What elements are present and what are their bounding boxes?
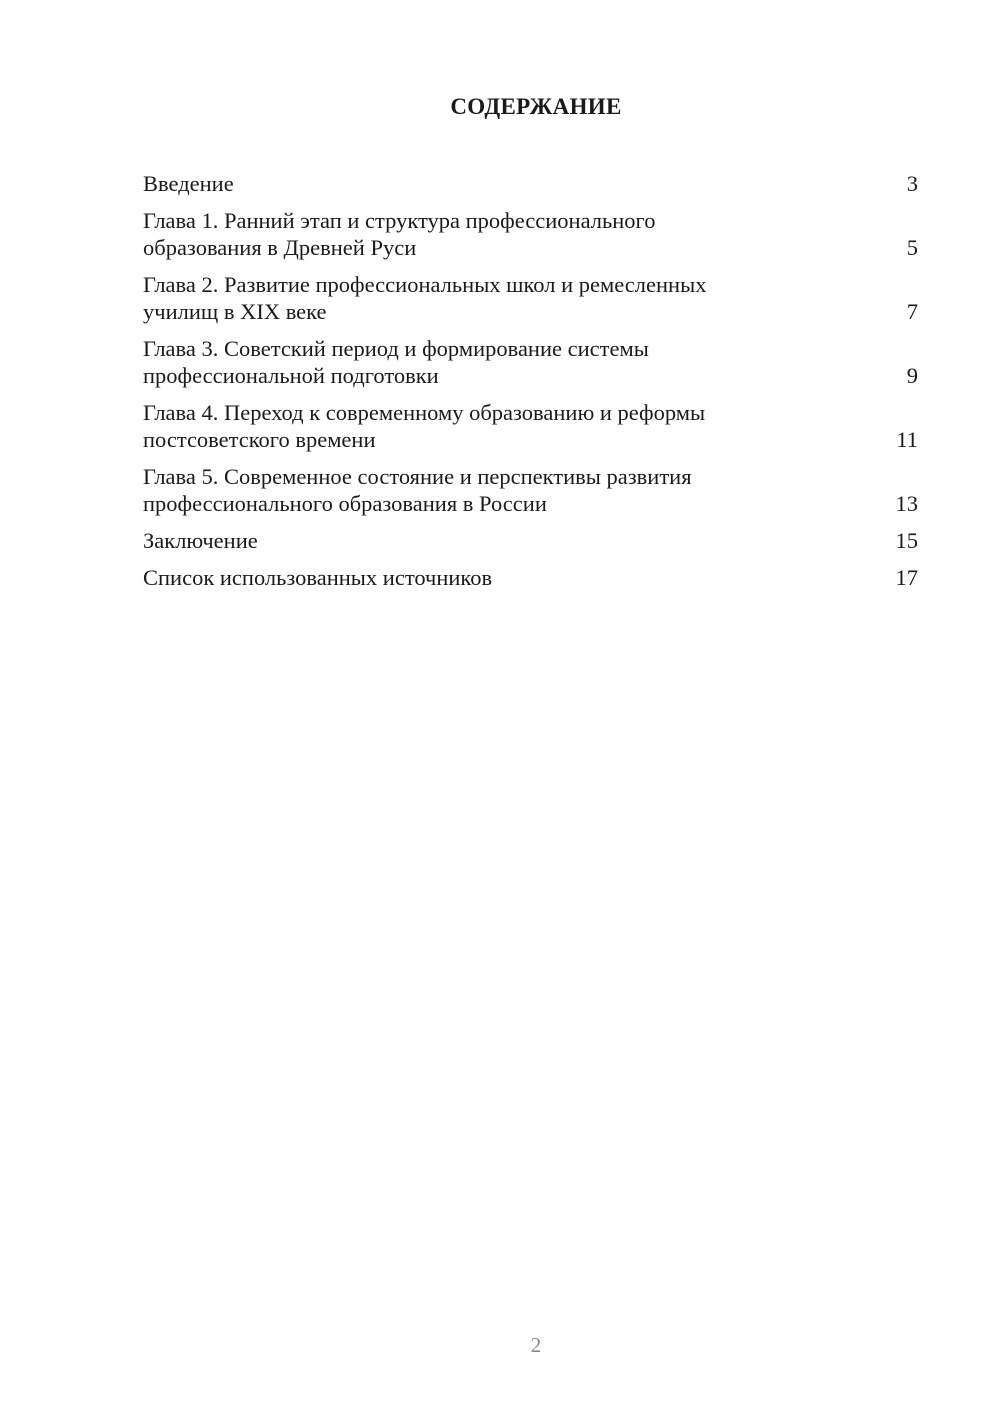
- page-title: СОДЕРЖАНИЕ: [450, 94, 622, 119]
- toc-entry-page: 15: [895, 528, 918, 553]
- toc-entry-references[interactable]: [143, 564, 918, 591]
- toc-entry-chapter-4[interactable]: [143, 399, 918, 453]
- toc-entry-page: 17: [895, 565, 918, 590]
- toc-entry-chapter-2[interactable]: [143, 271, 918, 325]
- toc-entry-text: Глава 5. Современное состояние и перспективы развития профессионального образования в России: [143, 464, 692, 516]
- toc-entry-conclusion[interactable]: [143, 527, 918, 554]
- toc-entry-page: 13: [895, 491, 918, 516]
- toc-entry-text: Глава 1. Ранний этап и структура профессионального образования в Древней Руси: [143, 208, 656, 260]
- toc-entry-chapter-1[interactable]: [143, 207, 918, 261]
- toc-entry-text: Список использованных источников: [143, 565, 493, 590]
- toc-entry-page: 3: [906, 171, 918, 196]
- toc-entry-introduction[interactable]: [143, 170, 918, 197]
- page-number: 2: [530, 1333, 542, 1357]
- toc-entry-page: 9: [906, 363, 918, 388]
- table-of-contents: [143, 170, 918, 591]
- toc-entry-text: Введение: [143, 171, 234, 196]
- toc-entry-text: Глава 2. Развитие профессиональных школ и ремесленных училищ в XIX веке: [143, 272, 707, 324]
- toc-entry-page: 7: [906, 299, 918, 324]
- toc-entry-text: Глава 4. Переход к современному образованию и реформы постсоветского времени: [143, 400, 706, 452]
- toc-entry-page: 11: [896, 427, 918, 452]
- toc-entry-chapter-5[interactable]: [143, 463, 918, 517]
- toc-entry-chapter-3[interactable]: [143, 335, 918, 389]
- toc-entry-page: 5: [906, 235, 918, 260]
- toc-entry-text: Глава 3. Советский период и формирование системы профессиональной подготовки: [143, 336, 649, 388]
- toc-entry-text: Заключение: [143, 528, 258, 553]
